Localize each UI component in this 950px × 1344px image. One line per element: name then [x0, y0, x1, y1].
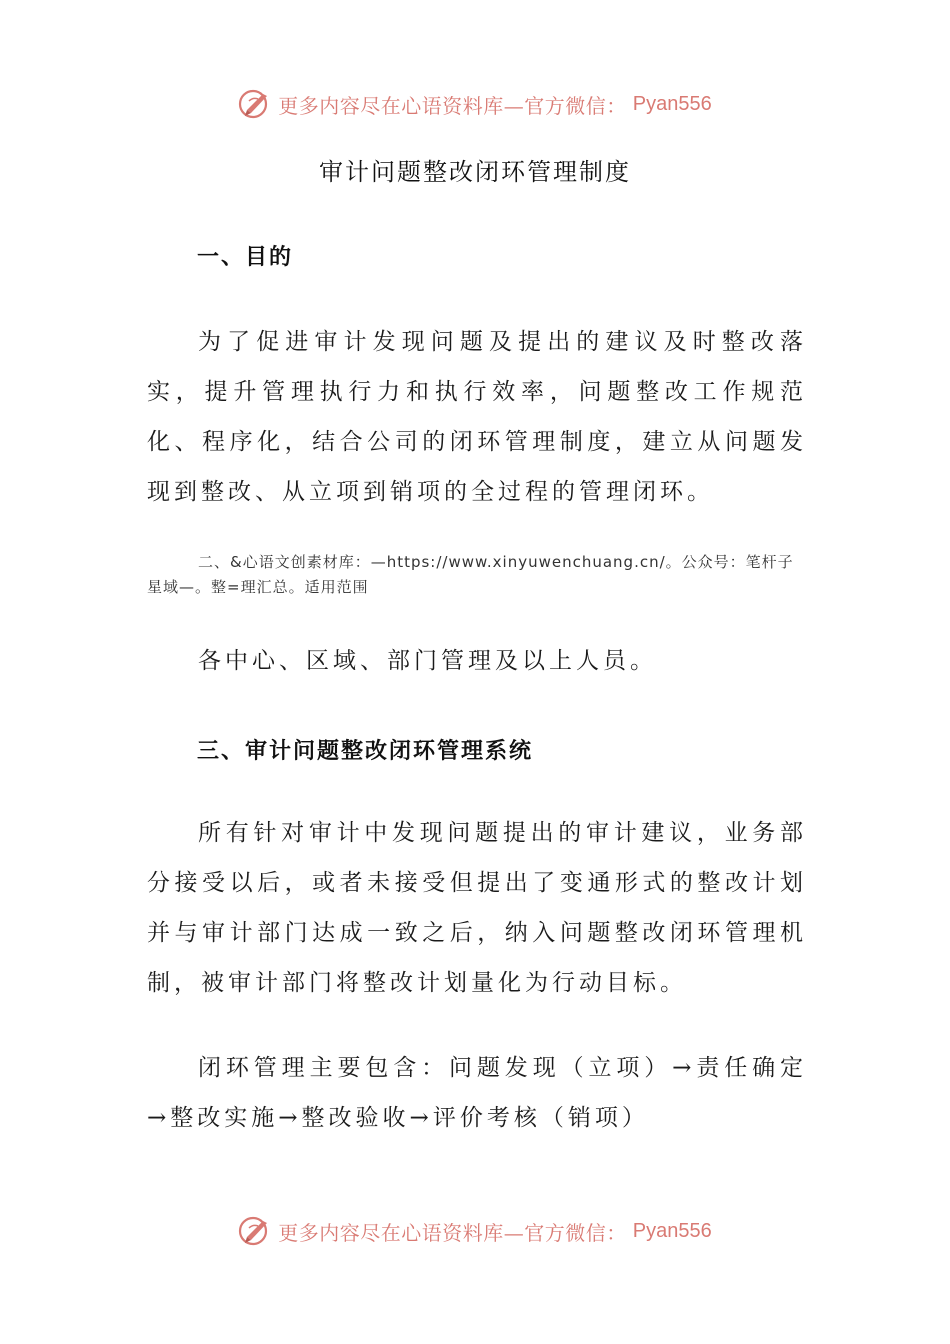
watermark-wechat-id: Pyan556	[632, 92, 712, 115]
section-heading-system: 三、审计问题整改闭环管理系统	[197, 739, 534, 764]
document-title: 审计问题整改闭环管理制度	[319, 158, 631, 186]
pen-logo-icon	[238, 87, 272, 121]
section-heading-purpose: 一、目的	[197, 245, 294, 270]
section-body-purpose: 为了促进审计发现问题及提出的建议及时整改落实，提升管理执行力和执行效率，问题整改工作规范化、程序化，结合公司的闭环管理制度，建立从问题发现到整改、从立项到销项的全过程的管理闭环。	[147, 329, 807, 505]
section-body-system-1: 所有针对审计中发现问题提出的审计建议，业务部分接受以后，或者未接受但提出了变通形式的整改计划并与审计部门达成一致之后，纳入问题整改闭环管理机制，被审计部门将整改计划量化为行动目标。	[147, 820, 807, 996]
watermark-text: 更多内容尽在心语资料库—官方微信：	[278, 1220, 627, 1245]
section-body-system-2: 闭环管理主要包含：问题发现（立项）→责任确定→整改实施→整改验收→评价考核（销项）	[147, 1055, 807, 1131]
footer-watermark	[0, 1211, 950, 1251]
watermark-text: 更多内容尽在心语资料库—官方微信：	[278, 93, 627, 118]
header-watermark	[0, 84, 950, 124]
pen-logo-icon	[238, 1214, 272, 1248]
section-heading-scope: 二、&心语文创素材库：—https://www.xinyuwenchuang.cn/。公众号：笔杆子星域—。整=理汇总。适用范围	[147, 553, 794, 596]
section-body-scope: 各中心、区域、部门管理及以上人员。	[198, 648, 657, 674]
watermark-wechat-id: Pyan556	[632, 1219, 712, 1242]
